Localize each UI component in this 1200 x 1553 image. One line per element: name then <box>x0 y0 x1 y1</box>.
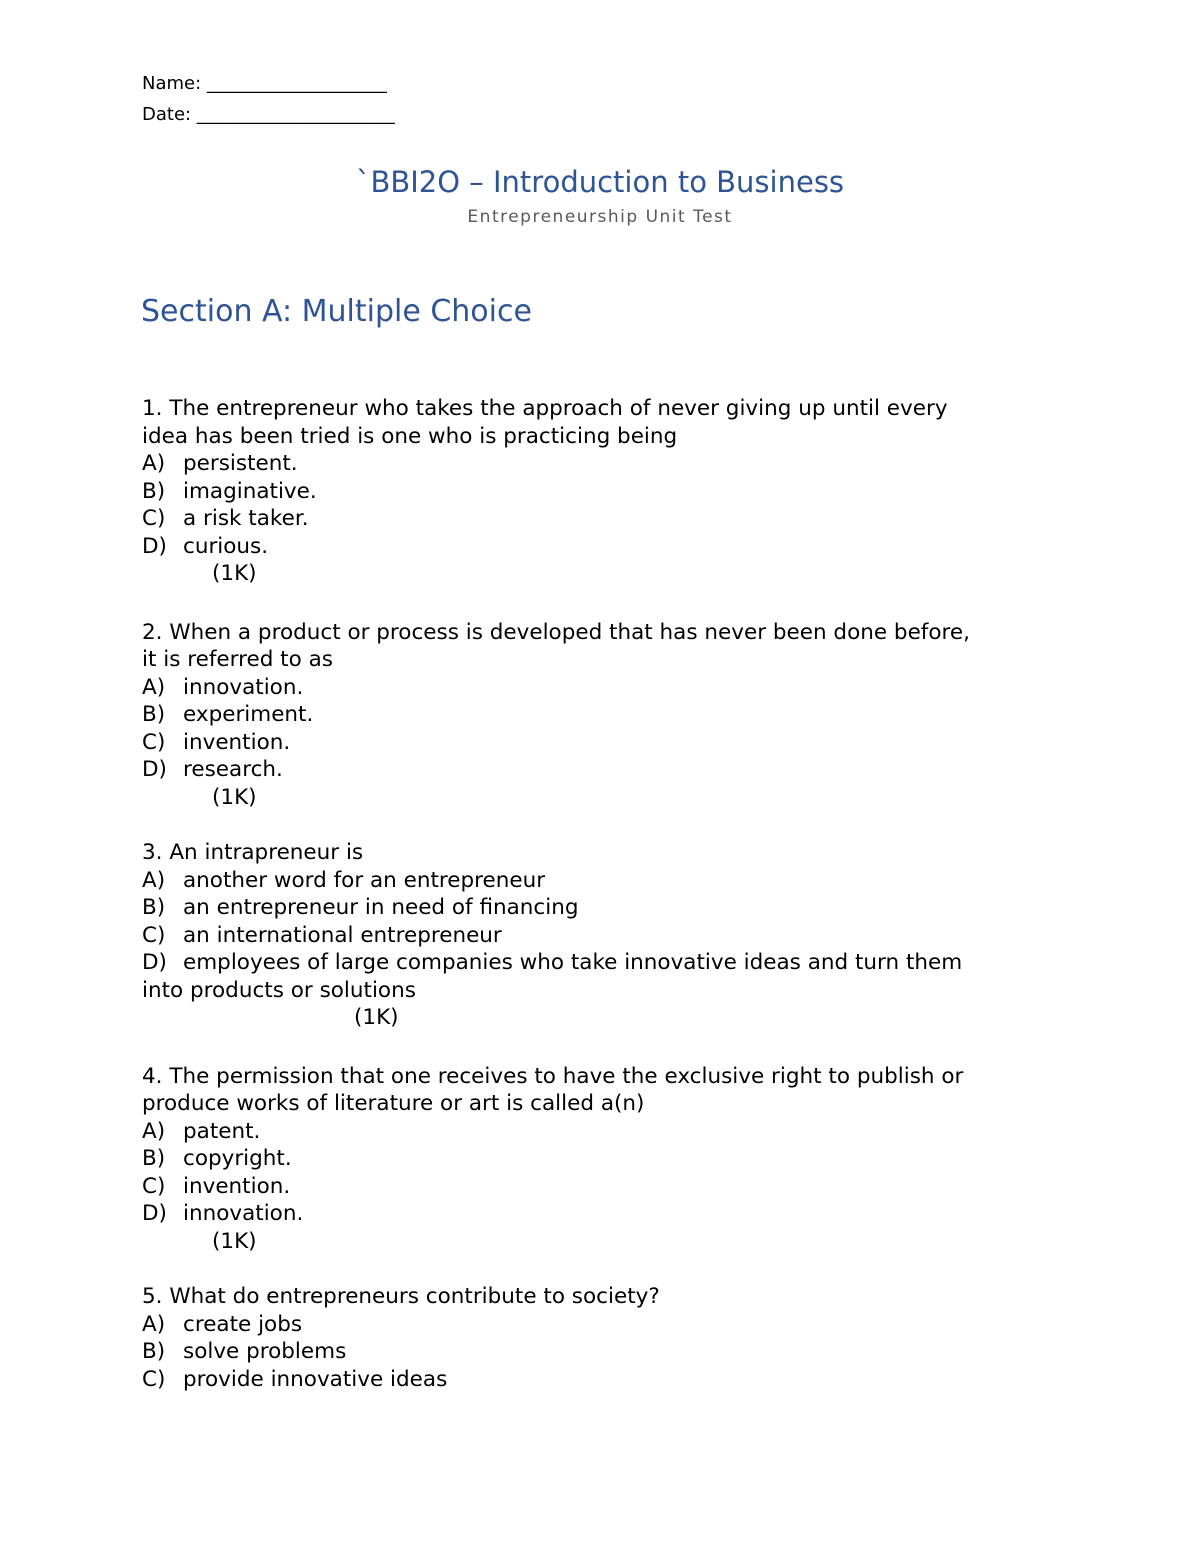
question-5 <box>142 1283 1062 1393</box>
question-stem-continuation: it is referred to as <box>142 647 333 672</box>
option-letter: C) <box>142 729 166 755</box>
option-text: an entrepreneur in need of financing <box>183 895 579 920</box>
question-stem: 1. The entrepreneur who takes the approach of never giving up until every <box>142 396 948 421</box>
option-letter: A) <box>142 674 166 700</box>
option-c[interactable] <box>142 505 1062 533</box>
question-stem-continuation: produce works of literature or art is called a(n) <box>142 1091 645 1116</box>
document-subtitle: Entrepreneurship Unit Test <box>467 207 733 227</box>
document-title: `BBI2O – Introduction to Business <box>355 165 845 199</box>
question-list <box>142 395 1062 1393</box>
option-text: imaginative. <box>183 478 317 504</box>
option-text: invention. <box>183 729 291 755</box>
option-letter: B) <box>142 702 166 727</box>
option-text: solve problems <box>183 1339 347 1364</box>
option-c[interactable] <box>142 1366 1062 1394</box>
option-text: another word for an entrepreneur <box>183 867 546 893</box>
question-marks: (1K) <box>354 1005 399 1030</box>
option-letter: B) <box>142 1339 166 1364</box>
name-field: Name: ____________________ <box>142 73 387 94</box>
option-d[interactable] <box>142 756 1062 784</box>
option-letter: A) <box>142 867 166 893</box>
question-stem: 3. An intrapreneur is <box>142 840 364 865</box>
option-c[interactable] <box>142 922 1062 950</box>
option-a[interactable] <box>142 674 1062 702</box>
option-letter: C) <box>142 1173 166 1199</box>
question-marks: (1K) <box>212 784 257 810</box>
option-text: provide innovative ideas <box>183 1366 448 1392</box>
option-a[interactable] <box>142 1311 1062 1339</box>
option-text: copyright. <box>183 1146 292 1171</box>
option-a[interactable] <box>142 867 1062 895</box>
option-b[interactable] <box>142 1338 1062 1366</box>
option-a[interactable] <box>142 1118 1062 1146</box>
question-stem: 5. What do entrepreneurs contribute to society? <box>142 1284 660 1309</box>
option-text: research. <box>183 757 283 782</box>
option-b[interactable] <box>142 478 1062 506</box>
option-text: a risk taker. <box>183 506 309 531</box>
option-b[interactable] <box>142 701 1062 729</box>
option-text: an international entrepreneur <box>183 922 502 948</box>
option-letter: D) <box>142 533 167 559</box>
option-letter: D) <box>142 950 167 975</box>
option-letter: D) <box>142 757 167 782</box>
option-c[interactable] <box>142 1173 1062 1201</box>
option-letter: C) <box>142 506 166 531</box>
option-letter: A) <box>142 451 166 476</box>
option-text: patent. <box>183 1118 261 1144</box>
option-letter: B) <box>142 1146 166 1171</box>
section-heading: Section A: Multiple Choice <box>141 294 532 329</box>
option-text: create jobs <box>183 1311 303 1337</box>
option-text: employees of large companies who take innovative ideas and turn them <box>183 950 963 975</box>
question-3 <box>142 839 1062 1032</box>
option-letter: A) <box>142 1311 166 1337</box>
option-text: persistent. <box>183 451 298 476</box>
question-4 <box>142 1063 1062 1256</box>
option-letter: B) <box>142 478 166 504</box>
question-stem-continuation: idea has been tried is one who is practicing being <box>142 423 678 449</box>
option-text: curious. <box>183 533 269 559</box>
option-letter: C) <box>142 922 166 948</box>
option-letter: D) <box>142 1201 167 1226</box>
question-1 <box>142 395 1062 588</box>
option-text: innovation. <box>183 674 304 700</box>
question-stem: 4. The permission that one receives to have the exclusive right to publish or <box>142 1063 964 1089</box>
option-text: experiment. <box>183 702 314 727</box>
option-d-continuation: into products or solutions <box>142 977 416 1003</box>
question-stem: 2. When a product or process is developed that has never been done before, <box>142 619 970 645</box>
option-b[interactable] <box>142 1145 1062 1173</box>
option-letter: C) <box>142 1366 166 1392</box>
option-d[interactable] <box>142 533 1062 561</box>
option-text: invention. <box>183 1173 291 1199</box>
option-d[interactable] <box>142 949 1062 977</box>
option-a[interactable] <box>142 450 1062 478</box>
option-c[interactable] <box>142 729 1062 757</box>
option-letter: B) <box>142 895 166 920</box>
question-marks: (1K) <box>212 561 257 586</box>
question-2 <box>142 619 1062 812</box>
question-marks: (1K) <box>212 1228 257 1254</box>
date-field: Date: ______________________ <box>142 104 395 125</box>
option-d[interactable] <box>142 1200 1062 1228</box>
option-letter: A) <box>142 1118 166 1144</box>
option-text: innovation. <box>183 1201 304 1226</box>
option-b[interactable] <box>142 894 1062 922</box>
